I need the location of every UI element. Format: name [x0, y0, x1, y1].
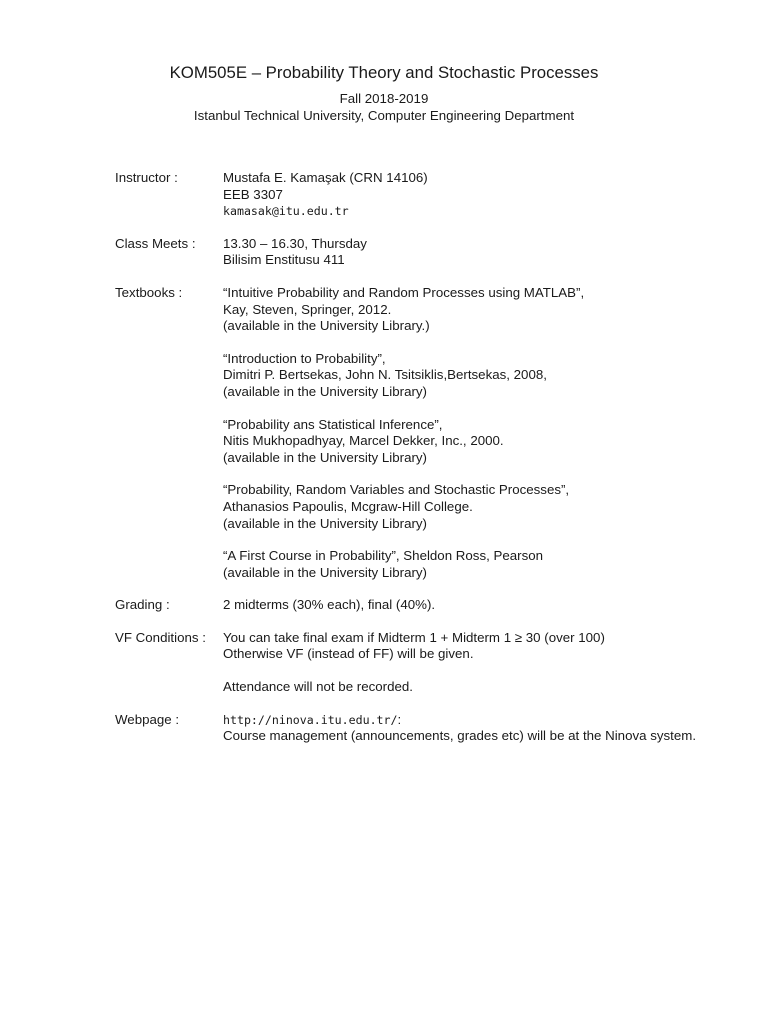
textbook-author: Kay, Steven, Springer, 2012.: [223, 301, 392, 317]
textbook-item: [223, 482, 755, 532]
class-meets-details: [223, 236, 755, 269]
vf-condition-consequence: Otherwise VF (instead of FF) will be given.: [223, 646, 474, 662]
course-title: KOM505E – Probability Theory and Stochastic Processes: [169, 63, 599, 82]
vf-conditions-details: [223, 630, 755, 696]
textbooks-list: [223, 285, 755, 581]
document-header: [0, 62, 768, 124]
instructor-label: Instructor :: [115, 170, 178, 185]
vf-conditions-label: VF Conditions :: [115, 629, 206, 645]
instructor-email[interactable]: kamasak@itu.edu.tr: [223, 204, 349, 219]
textbook-availability: (available in the University Library.): [223, 318, 430, 334]
class-meets-label: Class Meets :: [115, 235, 196, 251]
textbook-title: “Intuitive Probability and Random Processes using MATLAB”,: [223, 284, 585, 300]
textbooks-label: Textbooks :: [115, 284, 183, 300]
instructor-section: [115, 170, 755, 220]
vf-conditions-section: [115, 630, 755, 696]
textbooks-section: [115, 285, 755, 581]
webpage-description: Course management (announcements, grades etc) will be at the Ninova system.: [223, 728, 697, 744]
grading-section: [115, 597, 755, 614]
class-time: 13.30 – 16.30, Thursday: [223, 235, 367, 251]
textbook-title: “A First Course in Probability”, Sheldon Ross, Pearson: [223, 548, 544, 564]
instructor-office: EEB 3307: [223, 186, 283, 202]
webpage-link[interactable]: http://ninova.itu.edu.tr/: [223, 712, 398, 727]
syllabus-body: [115, 170, 755, 745]
textbook-title: “Probability, Random Variables and Stochastic Processes”,: [223, 482, 570, 498]
webpage-details: [223, 712, 755, 745]
attendance-note: Attendance will not be recorded.: [223, 679, 413, 695]
textbook-availability: (available in the University Library): [223, 383, 427, 399]
webpage-label: Webpage :: [115, 711, 180, 727]
textbook-availability: (available in the University Library): [223, 449, 427, 465]
textbook-author: Nitis Mukhopadhyay, Marcel Dekker, Inc., 2000.: [223, 433, 504, 449]
textbook-title: “Probability ans Statistical Inference”,: [223, 416, 443, 432]
textbook-title: “Introduction to Probability”,: [223, 350, 386, 366]
textbook-author: Dimitri P. Bertsekas, John N. Tsitsiklis,Bertsekas, 2008,: [223, 367, 547, 383]
textbook-author: Athanasios Papoulis, Mcgraw-Hill College.: [223, 498, 473, 514]
instructor-name: Mustafa E. Kamaşak (CRN 14106): [223, 170, 428, 185]
webpage-url-line: [223, 712, 755, 729]
textbook-item: [223, 351, 755, 401]
textbook-availability: (available in the University Library): [223, 564, 427, 580]
institution: Istanbul Technical University, Computer Engineering Department: [193, 108, 575, 123]
grading-text: 2 midterms (30% each), final (40%).: [223, 597, 436, 613]
instructor-details: [223, 170, 755, 220]
webpage-url-suffix: :: [397, 711, 402, 727]
class-meets-section: [115, 236, 755, 269]
class-room: Bilisim Enstitusu 411: [223, 252, 345, 268]
grading-label: Grading :: [115, 597, 170, 613]
textbook-availability: (available in the University Library): [223, 515, 427, 531]
course-term: Fall 2018-2019: [339, 91, 429, 106]
vf-condition-rule: You can take final exam if Midterm 1 + Midterm 1 ≥ 30 (over 100): [223, 629, 605, 645]
textbook-item: [223, 417, 755, 467]
textbook-item: [223, 548, 755, 581]
textbook-item: [223, 285, 755, 335]
webpage-section: [115, 712, 755, 745]
